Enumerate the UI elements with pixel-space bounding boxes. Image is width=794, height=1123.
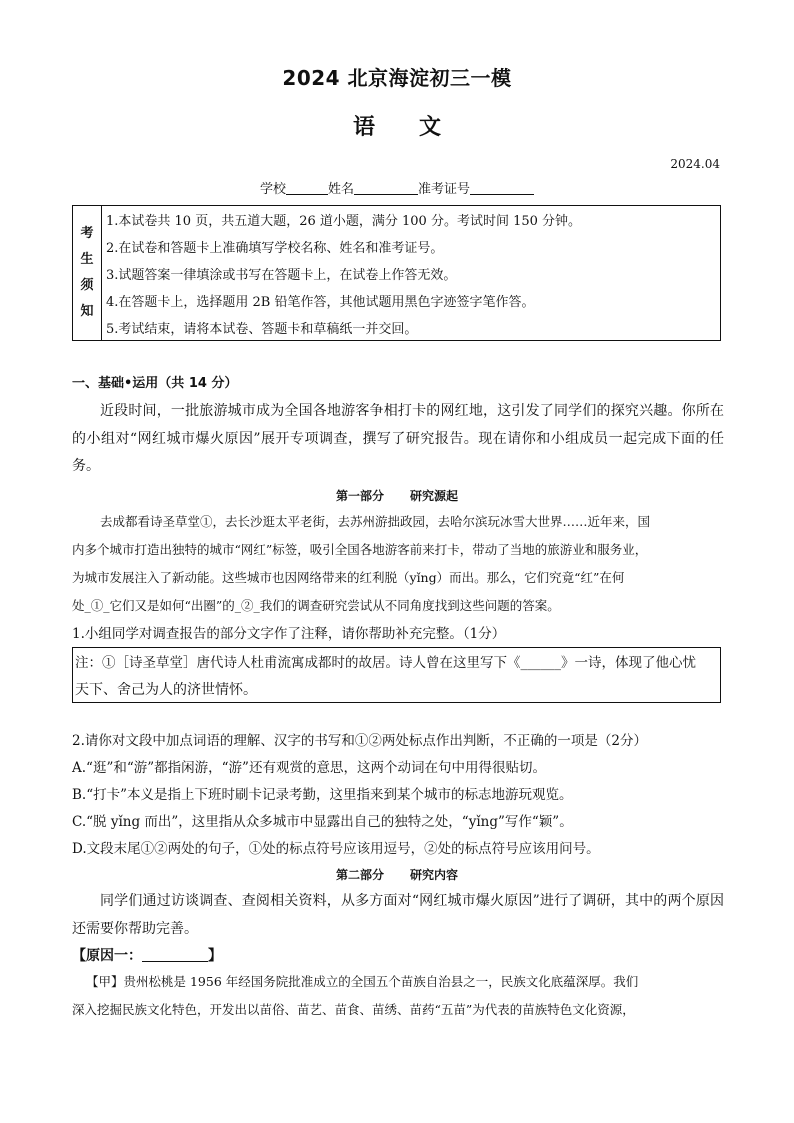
- passage-line: 【甲】贵州松桃是 1956 年经国务院批准成立的全国五个苗族自治县之一，民族文化底蕴深厚。我们: [86, 974, 639, 989]
- notice-heading: [73, 206, 102, 340]
- part1-heading: [0, 487, 794, 504]
- option-b[interactable]: B.“打卡”本义是指上下班时刷卡记录考勤，这里指来到某个城市的标志地游玩观览。: [72, 787, 573, 803]
- part2-label: 第二部分: [335, 868, 384, 882]
- part2-title: 研究内容: [410, 868, 459, 882]
- notice-item: 5.考试结束，请将本试卷、答题卡和草稿纸一并交回。: [106, 322, 418, 337]
- intro-paragraph: 近段时间，一批旅游城市成为全国各地游客争相打卡的网红地，这引发了同学们的探究兴趣。你所在的小组对“网红城市爆火原因”展开专项调查，撰写了研究报告。现在请你和小组成员一起完成下面的任务。: [72, 403, 724, 474]
- name-blank[interactable]: [354, 182, 418, 195]
- notice-head-char: 知: [80, 304, 94, 319]
- exam-id-label: 准考证号: [418, 182, 471, 197]
- student-info-line: [0, 178, 794, 197]
- part1-passage: [72, 508, 724, 620]
- section-heading: 一、基础•运用（共 14 分）: [72, 376, 238, 391]
- school-blank[interactable]: [286, 182, 328, 195]
- part1-title: 研究源起: [410, 489, 459, 503]
- passage-line: 去成都看诗圣草堂①，去长沙逛太平老街，去苏州游拙政园，去哈尔滨玩冰雪大世界……近年来，国: [100, 514, 651, 529]
- name-label: 姓名: [327, 182, 354, 197]
- notice-item: 2.在试卷和答题卡上准确填写学校名称、姓名和准考证号。: [106, 241, 444, 256]
- subject-title: [0, 110, 794, 141]
- notice-items: [102, 206, 720, 340]
- question-2: 2.请你对文段中加点词语的理解、汉字的书写和①②两处标点作出判断，不正确的一项是（2分）: [72, 733, 647, 749]
- school-label: 学校: [259, 182, 286, 197]
- passage-line: 处_①_它们又是如何“出圈”的_②_我们的调查研究尝试从不同角度找到这些问题的答案。: [72, 598, 560, 613]
- passage-line: 深入挖掘民族文化特色，开发出以苗俗、苗艺、苗食、苗绣、苗药“五苗”为代表的苗族特色文化资源，: [72, 1002, 635, 1017]
- exam-date: 2024.04: [670, 157, 720, 171]
- notice-item: 1.本试卷共 10 页，共五道大题，26 道小题，满分 100 分。考试时间 150 分钟。: [106, 214, 582, 229]
- notice-head-char: 考: [80, 226, 94, 241]
- exam-notice-box: [72, 205, 721, 341]
- option-d[interactable]: D.文段末尾①②两处的句子，①处的标点符号应该用逗号，②处的标点符号应该用问号。: [72, 841, 600, 857]
- subject-char-1: 语: [352, 115, 375, 140]
- notice-head-char: 生: [80, 252, 94, 267]
- subject-char-2: 文: [419, 115, 442, 140]
- reason-label: 【原因一：: [72, 948, 142, 964]
- exam-id-blank[interactable]: [470, 182, 534, 195]
- annotation-box: [72, 647, 721, 703]
- reason-blank[interactable]: [142, 949, 208, 962]
- part2-heading: [0, 866, 794, 883]
- notice-item: 4.在答题卡上，选择题用 2B 铅笔作答，其他试题用黑色字迹签字笔作答。: [106, 295, 535, 310]
- annotation-line: 注：①［诗圣草堂］唐代诗人杜甫流寓成都时的故居。诗人曾在这里写下《______》一诗，体现了他心忧: [75, 655, 696, 671]
- notice-item: 3.试题答案一律填涂或书写在答题卡上，在试卷上作答无效。: [106, 268, 457, 283]
- part2-intro: 同学们通过访谈调查、查阅相关资料，从多方面对“网红城市爆火原因”进行了调研，其中的两个原因还需要你帮助完善。: [72, 893, 724, 937]
- option-c[interactable]: C.“脱 yǐng 而出”，这里指从众多城市中显露出自己的独特之处，“yǐng”写作“颖”。: [72, 814, 573, 830]
- option-a[interactable]: A.“逛”和“游”都指闲游，“游”还有观赏的意思，这两个动词在句中用得很贴切。: [72, 760, 546, 776]
- jia-passage: [72, 968, 724, 1024]
- annotation-line: 天下、舍己为人的济世情怀。: [75, 682, 257, 698]
- passage-line: 内多个城市打造出独特的城市“网红”标签，吸引全国各地游客前来打卡，带动了当地的旅游业和服务业，: [72, 542, 648, 557]
- page-title: 2024 北京海淀初三一模: [282, 66, 512, 90]
- question-1: 1.小组同学对调查报告的部分文字作了注释，请你帮助补充完整。（1分）: [72, 626, 506, 642]
- passage-line: 为城市发展注入了新动能。这些城市也因网络带来的红利脱（yǐng）而出。那么，它们究竟“红”在何: [72, 570, 625, 585]
- part1-label: 第一部分: [335, 489, 384, 503]
- reason-one-label: [72, 945, 222, 965]
- reason-bracket: 】: [208, 948, 222, 964]
- notice-head-char: 须: [80, 278, 94, 293]
